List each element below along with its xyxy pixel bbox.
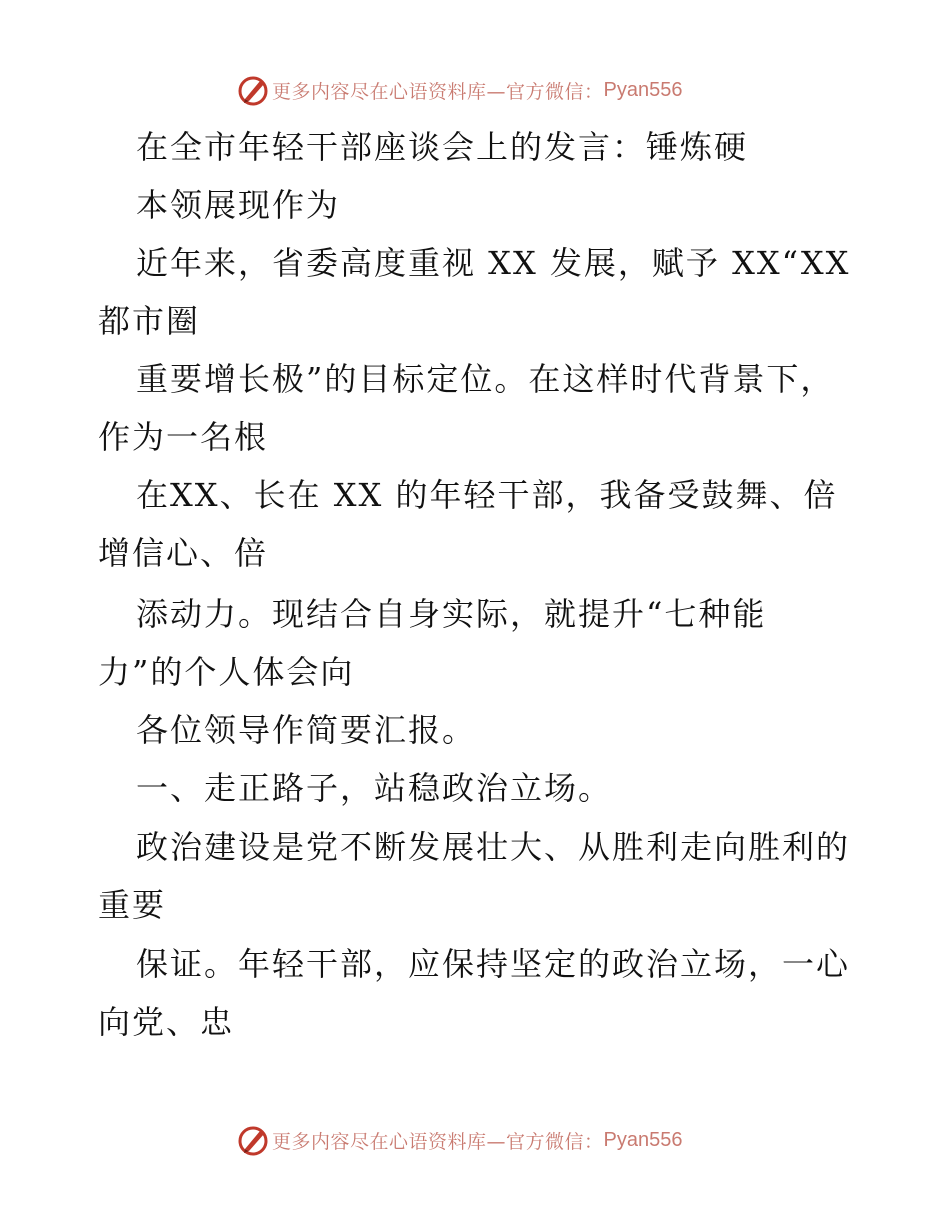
- text-line: 本领展现作为: [136, 186, 341, 224]
- text-line: 作为一名根: [98, 418, 269, 456]
- text-line: 保证。年轻干部，应保持坚定的政治立场，一心: [136, 945, 851, 983]
- text-line: 增信心、倍: [98, 534, 269, 572]
- footer-banner-text: 更多内容尽在心语资料库—官方微信：: [272, 1130, 604, 1153]
- text-line: 在全市年轻干部座谈会上的发言：锤炼硬: [136, 128, 749, 166]
- text-line: 力”的个人体会向: [98, 653, 355, 691]
- footer-banner: [236, 1123, 682, 1157]
- text-line: 政治建设是党不断发展壮大、从胜利走向胜利的: [136, 828, 851, 866]
- text-line: 在XX、长在 XX 的年轻干部，我备受鼓舞、倍: [136, 476, 838, 514]
- header-banner: [236, 73, 682, 107]
- text-line: 重要增长极”的目标定位。在这样时代背景下，: [136, 360, 835, 398]
- text-line: 各位领导作简要汇报。: [136, 711, 477, 749]
- footer-banner-id: Pyan556: [603, 1128, 683, 1151]
- pen-logo-icon: [236, 73, 270, 107]
- text-line: 一、走正路子，站稳政治立场。: [136, 769, 613, 807]
- text-line: 重要: [98, 886, 167, 924]
- pen-logo-icon: [236, 1123, 270, 1157]
- text-line: 近年来，省委高度重视 XX 发展，赋予 XX“XX: [136, 244, 851, 282]
- header-banner-text: 更多内容尽在心语资料库—官方微信：: [272, 80, 604, 103]
- header-banner-id: Pyan556: [603, 78, 683, 101]
- text-line: 都市圈: [98, 302, 201, 340]
- text-line: 向党、忠: [98, 1003, 235, 1041]
- text-line: 添动力。现结合自身实际，就提升“七种能: [136, 595, 767, 633]
